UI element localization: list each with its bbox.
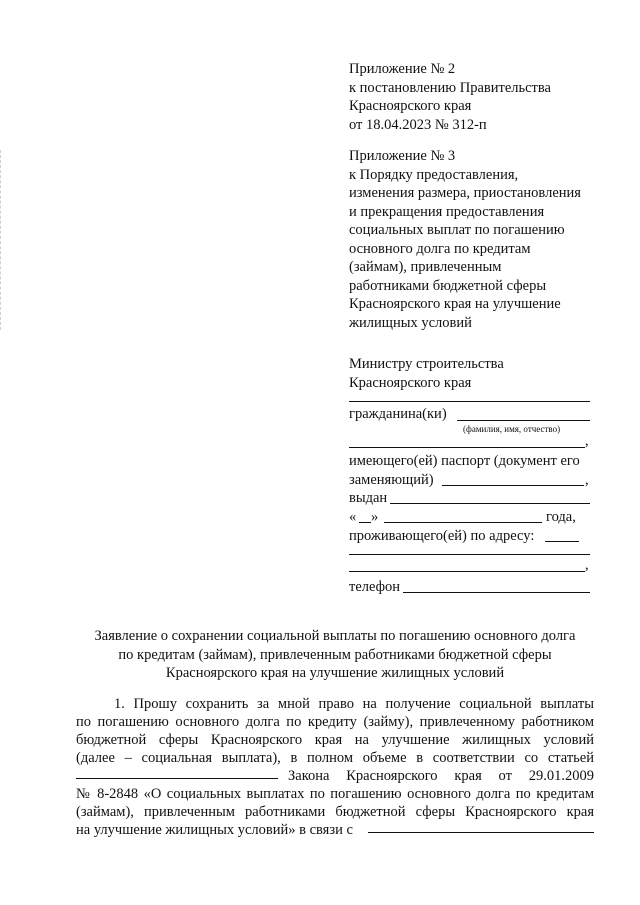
appendix-3-line: (займам), привлеченным xyxy=(349,259,502,275)
appendix-3-line: Красноярского края на улучшение xyxy=(349,296,561,312)
appendix-2-line: Приложение № 2 xyxy=(349,61,456,77)
paragraph-line: 1. Прошу сохранить за мной право на получение социальной выплаты xyxy=(114,696,594,712)
date-month-field xyxy=(384,522,542,523)
appendix-2-line: от 18.04.2023 № 312-п xyxy=(349,116,487,133)
citizen-name-field xyxy=(457,420,590,421)
address-field xyxy=(545,541,579,542)
appendix-3-line: Приложение № 3 xyxy=(349,148,456,164)
reason-field xyxy=(368,832,594,833)
address-field-2 xyxy=(349,554,590,555)
address-field-3 xyxy=(349,571,585,572)
blank-line xyxy=(349,401,590,402)
passport-field xyxy=(442,485,584,486)
comma: , xyxy=(585,472,589,488)
issued-label: выдан xyxy=(349,490,388,506)
appendix-3-header xyxy=(349,147,581,332)
appendix-3-line: изменения размера, приостановления xyxy=(349,185,581,201)
addressee xyxy=(349,355,504,392)
appendix-2-header xyxy=(349,60,551,134)
comma: , xyxy=(585,557,589,573)
article-number-field xyxy=(76,778,278,779)
appendix-2-line: Красноярского края xyxy=(349,98,472,114)
appendix-3-line: социальных выплат по погашению xyxy=(349,222,565,238)
date-open-quote: « xyxy=(349,509,357,525)
year-label: года, xyxy=(546,509,576,525)
comma: , xyxy=(585,433,589,449)
appendix-3-line: к Порядку предоставления, xyxy=(349,166,519,183)
citizen-row xyxy=(349,405,447,424)
appendix-3-line: основного долга по кредитам xyxy=(349,240,531,257)
paragraph-line: (займам), привлеченным работниками бюджетной сферы Красноярского края xyxy=(76,804,594,820)
fio-hint: (фамилия, имя, отчество) xyxy=(463,424,561,434)
appendix-2-line: к постановлению Правительства xyxy=(349,79,551,96)
phone-field xyxy=(403,592,590,593)
phone-label: телефон xyxy=(349,579,401,595)
paragraph-line: (далее – социальная выплата), в полном объеме в соответствии со статьей xyxy=(76,750,594,766)
title-line: Заявление о сохранении социальной выплаты по погашению основного долга xyxy=(94,628,576,644)
passport-line-1: имеющего(ей) паспорт (документ его xyxy=(349,453,580,469)
issued-field xyxy=(390,503,590,504)
paragraph-line: бюджетной сферы Красноярского края на улучшение жилищных условий xyxy=(76,732,594,748)
addressee-line: Министру строительства xyxy=(349,356,504,372)
title-line: по кредитам (займам), привлеченным работниками бюджетной сферы xyxy=(118,646,552,663)
citizen-label: гражданина(ки) xyxy=(349,406,447,422)
appendix-3-line: жилищных условий xyxy=(349,314,472,331)
addressee-line: Красноярского края xyxy=(349,374,472,391)
residing-label: проживающего(ей) по адресу: xyxy=(349,528,535,544)
paragraph-line: № 8-2848 «О социальных выплатах по погашению основного долга по кредитам xyxy=(76,786,594,802)
paragraph-line: на улучшение жилищных условий» в связи с xyxy=(76,822,353,838)
document-title xyxy=(70,627,600,683)
citizen-name-field-2 xyxy=(349,447,585,448)
appendix-3-line: работниками бюджетной сферы xyxy=(349,277,547,294)
title-line: Красноярского края на улучшение жилищных условий xyxy=(165,665,505,681)
paragraph-line: Закона Красноярского края от 29.01.2009 xyxy=(288,768,594,784)
scan-edge-mark xyxy=(0,150,3,330)
paragraph-1 xyxy=(76,695,594,839)
date-day-field xyxy=(359,522,371,523)
appendix-3-line: и прекращения предоставления xyxy=(349,203,545,220)
passport-line-2: заменяющий) xyxy=(349,472,434,488)
paragraph-line: по погашению основного долга по кредиту (займу), привлеченному работником xyxy=(76,714,594,730)
date-close-quote: » xyxy=(371,509,379,525)
